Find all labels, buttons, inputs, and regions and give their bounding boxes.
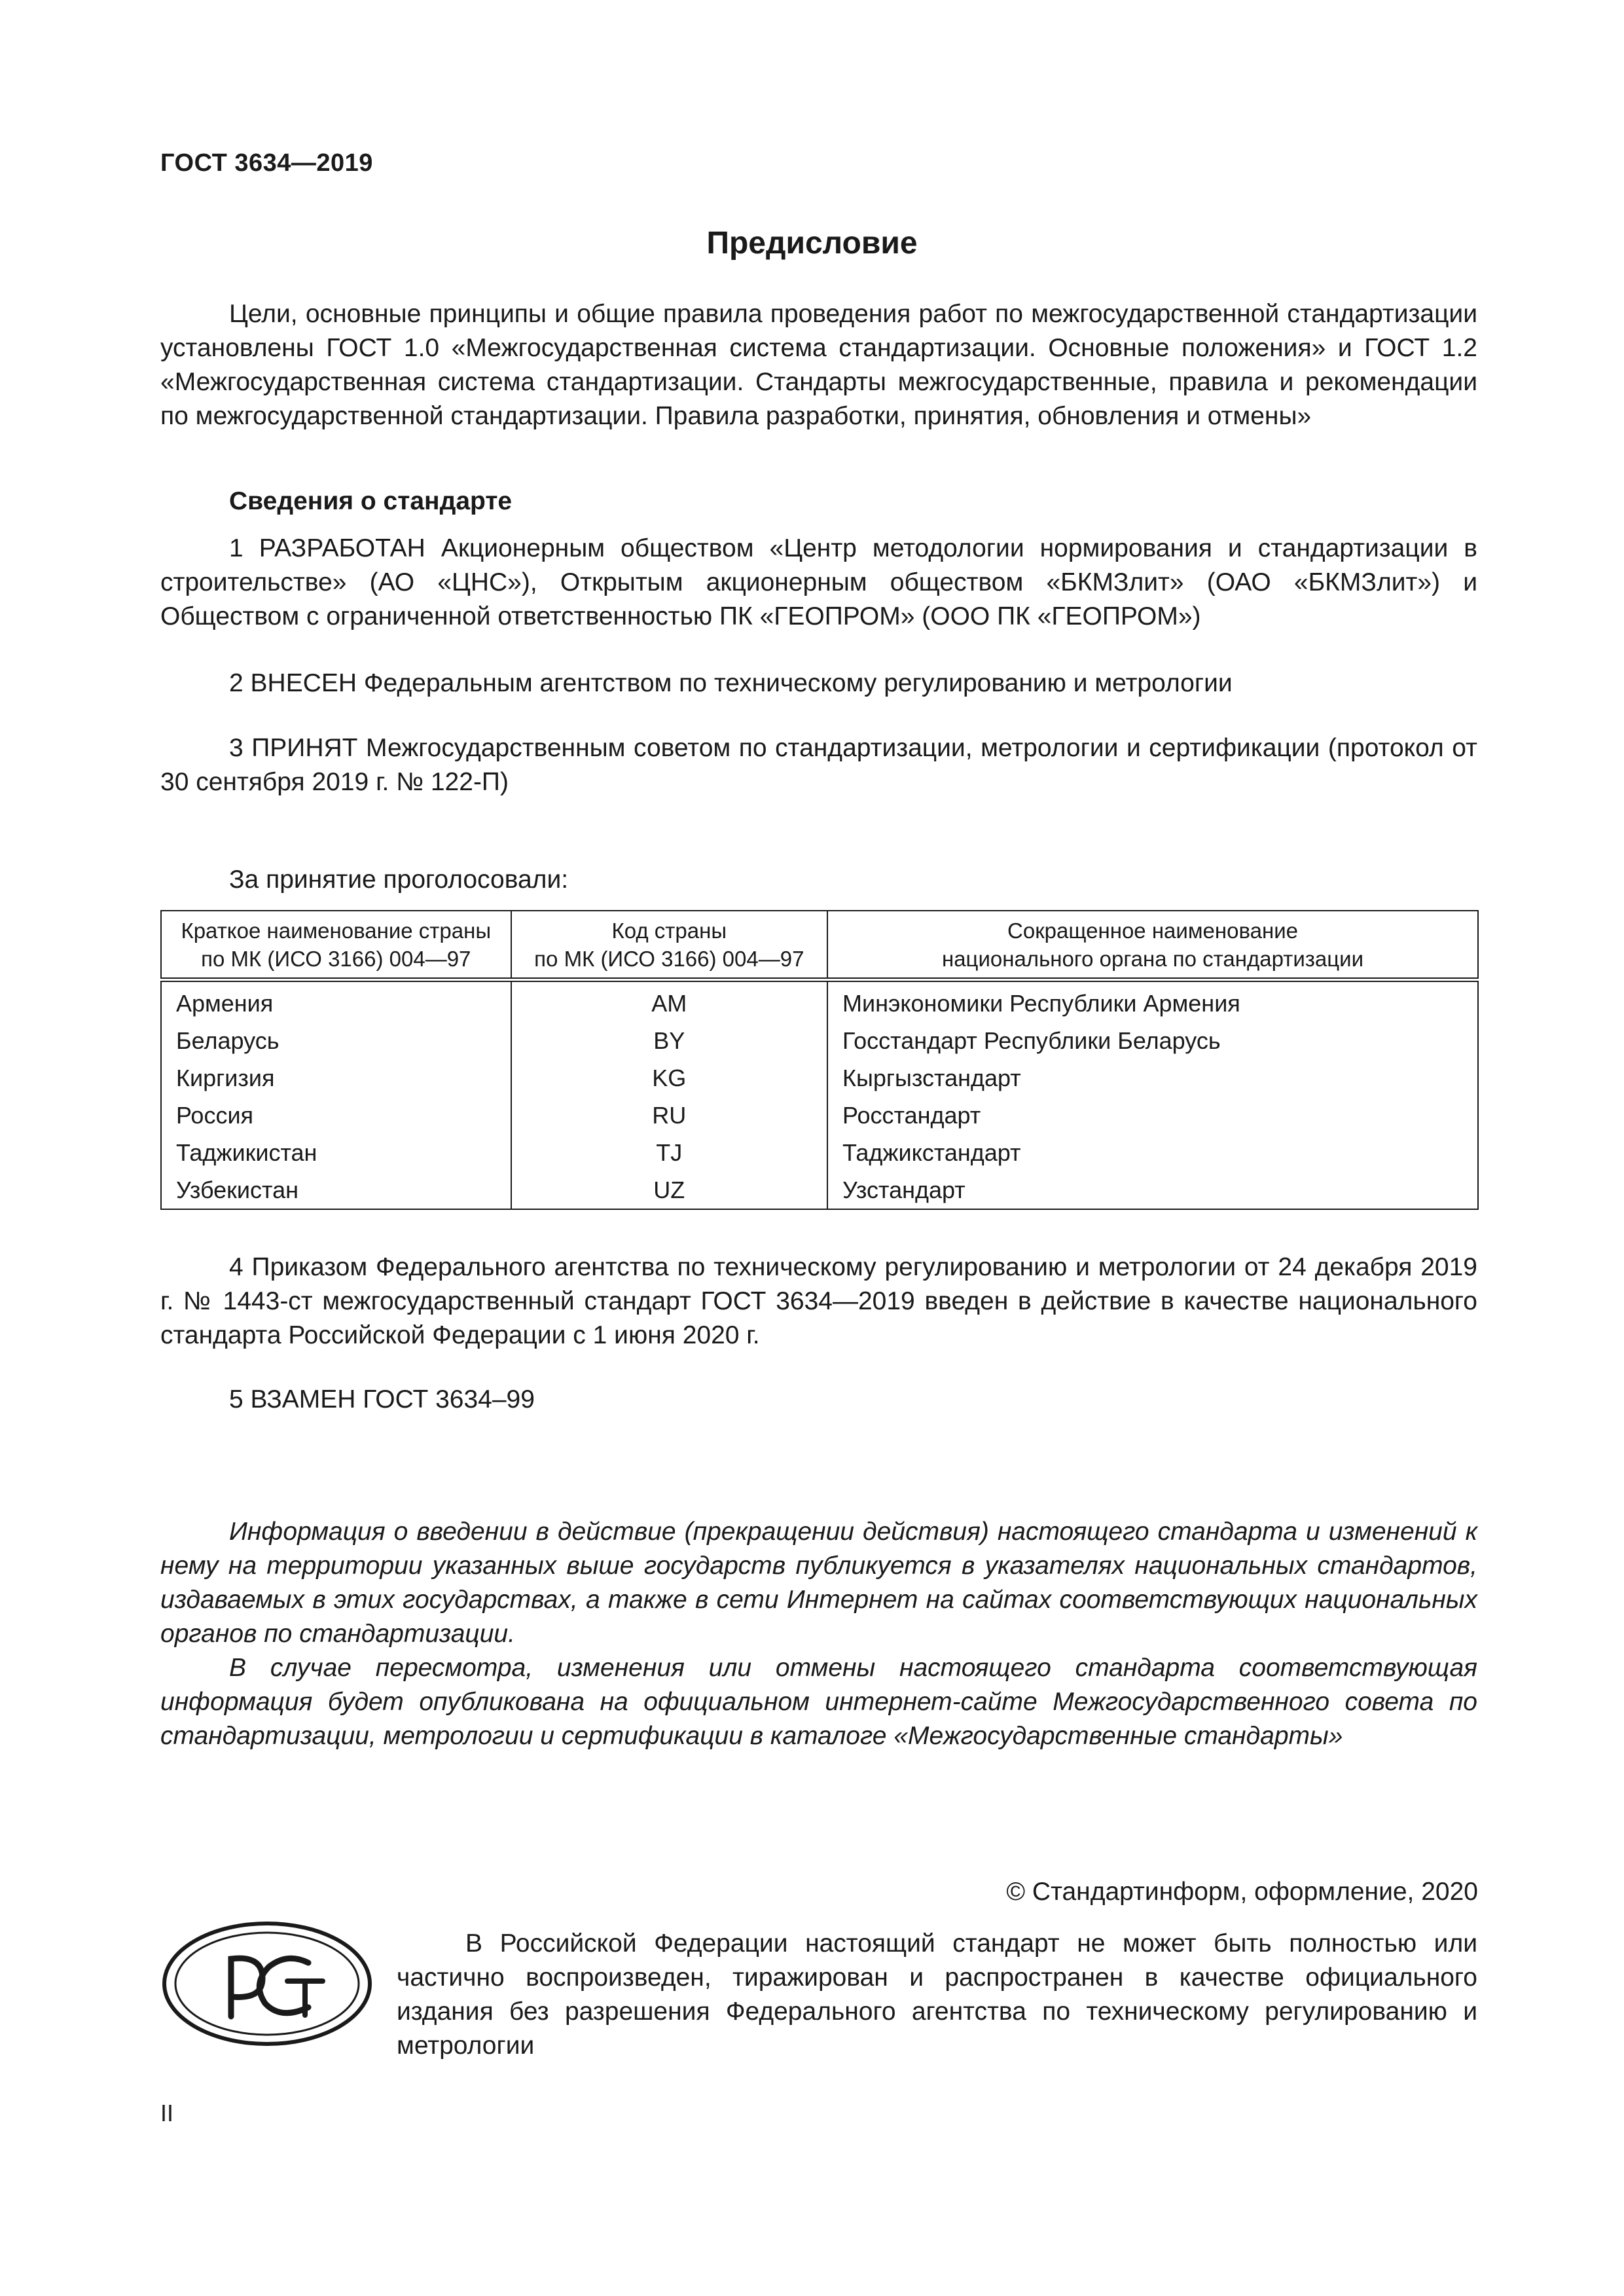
cell-code: BY [511,1022,827,1059]
page-title: Предисловие [706,226,918,261]
rst-mark-icon [159,1918,375,2049]
intro-paragraph: Цели, основные принципы и общие правила проведения работ по межгосударственной стандартизации установлены ГОСТ 1.0 «Межгосударственная система стандартизации. Основные положения» и ГОСТ 1.2 «Межгосударственная система стандартизации. Стандарты межгосударственные, правила и рекомендации по межгосударственной стандартизации. Правила разработки, принятия, обновления и отмены» [160,300,1477,430]
header-country-code [511,911,827,980]
header-country-code-line1: Код страны [611,918,727,943]
notice-block [160,1515,1477,1753]
document-id-header: ГОСТ 3634—2019 [160,149,373,177]
table-row [161,1097,1478,1134]
cell-body: Минэкономики Республики Армения [827,980,1478,1023]
cell-code: UZ [511,1171,827,1209]
table-row [161,980,1478,1023]
copyright-line: © Стандартинформ, оформление, 2020 [1006,1878,1478,1906]
cell-code: KG [511,1059,827,1097]
header-country-name-line1: Краткое наименование страны [181,918,492,943]
cell-body: Госстандарт Республики Беларусь [827,1022,1478,1059]
table-row [161,1022,1478,1059]
cell-country: Россия [161,1097,511,1134]
cell-body: Таджикстандарт [827,1134,1478,1171]
vote-intro: За принятие проголосовали: [229,866,569,894]
table-header-row [161,911,1478,980]
page-number: II [160,2100,174,2126]
notice-paragraph-1: Информация о введении в действие (прекращении действия) настоящего стандарта и изменений к нему на территории указанных выше государств публикуется в указателях национальных стандартов, издаваемых в этих государствах, а также в сети Интернет на сайтах соответствующих национальных органов по стандартизации. [160,1518,1477,1648]
cell-country: Беларусь [161,1022,511,1059]
header-national-body-line2: национального органа по стандартизации [941,946,1364,971]
item-3-adopted: 3 ПРИНЯТ Межгосударственным советом по стандартизации, метрологии и сертификации (протокол от 30 сентября 2019 г. № 122-П) [160,734,1477,796]
table-row [161,1171,1478,1209]
table-row [161,1059,1478,1097]
rights-notice: В Российской Федерации настоящий стандарт не может быть полностью или частично воспроизведен, тиражирован и распространен в качестве официального издания без разрешения Федерального агентства по техническому регулированию и метрологии [397,1929,1477,2060]
header-country-name [161,911,511,980]
table-row [161,1134,1478,1171]
cell-country: Таджикистан [161,1134,511,1171]
notice-paragraph-2: В случае пересмотра, изменения или отмены настоящего стандарта соответствующая информация будет опубликована на официальном интернет-сайте Межгосударственного совета по стандартизации, метрологии и сертификации в каталоге «Межгосударственные стандарты» [160,1654,1477,1750]
cell-country: Киргизия [161,1059,511,1097]
header-national-body [827,911,1478,980]
cell-country: Узбекистан [161,1171,511,1209]
cell-body: Узстандарт [827,1171,1478,1209]
cell-code: AM [511,980,827,1023]
info-heading: Сведения о стандарте [229,487,513,515]
cell-body: Росстандарт [827,1097,1478,1134]
item-1-developed: 1 РАЗРАБОТАН Акционерным обществом «Центр методологии нормирования и стандартизации в строительстве» (АО «ЦНС»), Открытым акционерным обществом «БКМЗлит» (ОАО «БКМЗлит») и Обществом с ограниченной ответственностью ПК «ГЕОПРОМ» (ООО ПК «ГЕОПРОМ») [160,534,1477,630]
item-4-order: 4 Приказом Федерального агентства по техническому регулированию и метрологии от 24 декабря 2019 г. № 1443-ст межгосударственный стандарт ГОСТ 3634—2019 введен в действие в качестве национального стандарта Российской Федерации с 1 июня 2020 г. [160,1253,1477,1349]
header-country-code-line2: по МК (ИСО 3166) 004—97 [534,946,804,971]
header-country-name-line2: по МК (ИСО 3166) 004—97 [201,946,471,971]
cell-body: Кыргызстандарт [827,1059,1478,1097]
item-5-replaces: 5 ВЗАМЕН ГОСТ 3634–99 [229,1385,535,1413]
item-2-introduced: 2 ВНЕСЕН Федеральным агентством по техническому регулированию и метрологии [229,669,1233,697]
voting-table [160,910,1479,1210]
cell-code: RU [511,1097,827,1134]
header-national-body-line1: Сокращенное наименование [1007,918,1298,943]
cell-code: TJ [511,1134,827,1171]
cell-country: Армения [161,980,511,1023]
